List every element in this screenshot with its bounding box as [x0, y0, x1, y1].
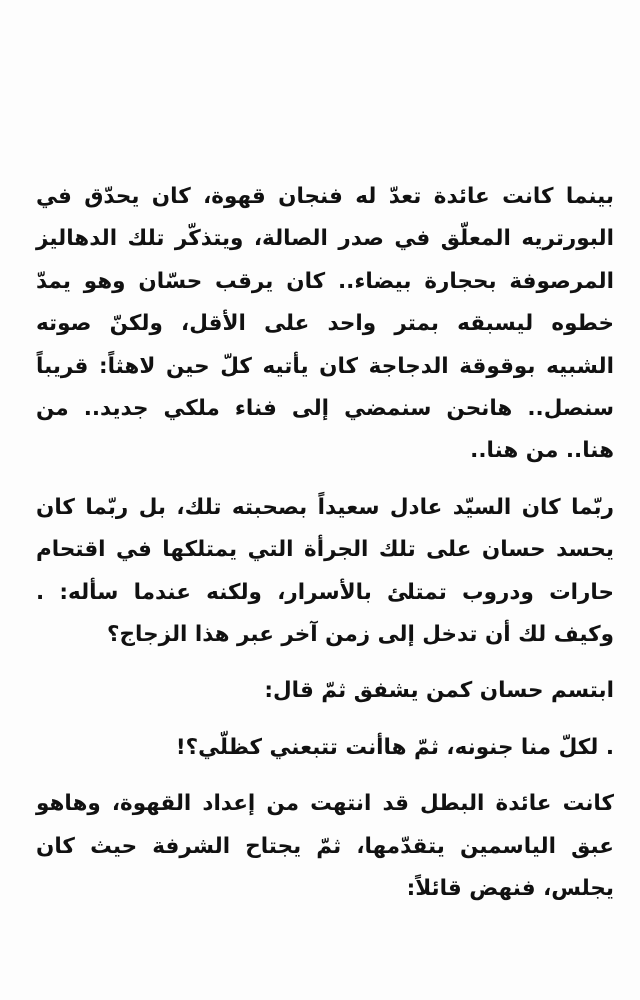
- paragraph-1: بينما كانت عائدة تعدّ له فنجان قهوة، كان يحدّق في البورتريه المعلّق في صدر الصالة، ويتذكّر تلك الدهاليز المرصوفة بحجارة بيضاء.. كان يرقب حسّان وهو يمدّ خطوه ليسبقه بمتر واحد على الأقل، ولكنّ صوته الشبيه بوقوقة الدجاجة كان يأتيه كلّ حين لاهثاً: قريباً سنصل.. هانحن سنمضي إلى فناء ملكي جديد.. من هنا.. من هنا..: [36, 184, 614, 464]
- paragraph-5: كانت عائدة البطل قد انتهت من إعداد القهوة، وهاهو عبق الياسمين يتقدّمها، ثمّ يجتاح الشرفة حيث كان يجلس، فنهض قائلاً:: [36, 791, 614, 902]
- paragraph-4: . لكلّ منا جنونه، ثمّ هاأنت تتبعني كظلّي؟!: [175, 734, 614, 760]
- paragraph-3: ابتسم حسان كمن يشفق ثمّ قال:: [264, 678, 614, 704]
- paragraph-2: ربّما كان السيّد عادل سعيداً بصحبته تلك، بل ربّما كان يحسد حسان على تلك الجرأة التي يمتلكها في اقتحام حارات ودروب تمتلئ بالأسرار، ولكنه عندما سأله: . وكيف لك أن تدخل إلى زمن آخر عبر هذا الزجاج؟: [36, 494, 614, 648]
- page-body: [36, 176, 614, 911]
